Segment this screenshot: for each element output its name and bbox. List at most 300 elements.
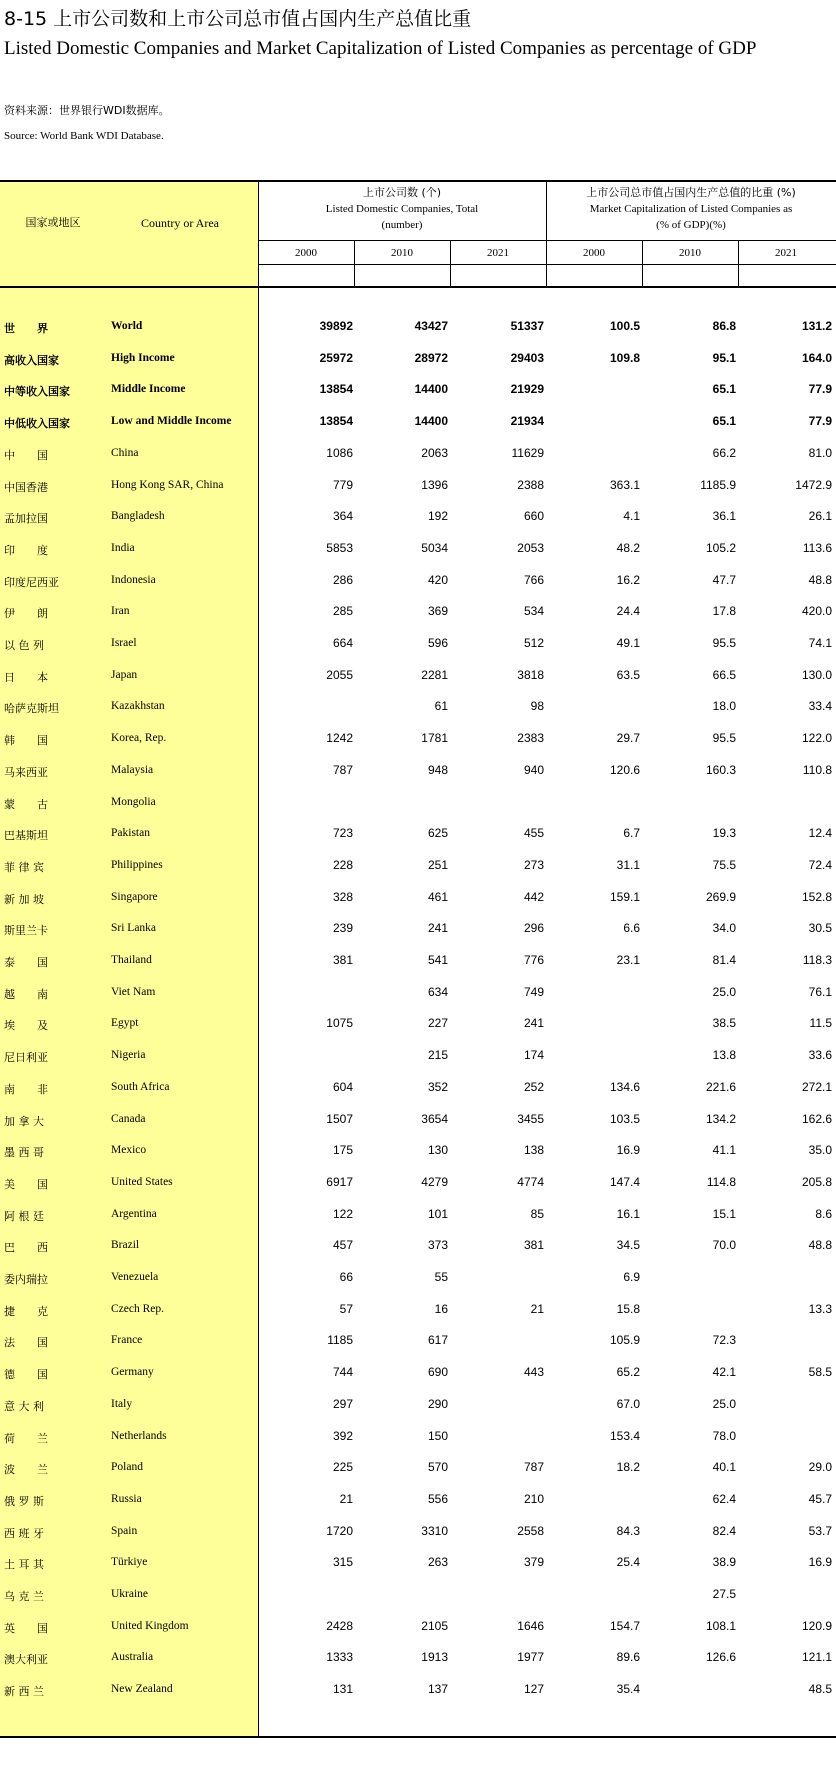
table-cell: 296 bbox=[523, 921, 544, 936]
year-top-rule bbox=[258, 240, 836, 241]
table-cell: 297 bbox=[332, 1396, 353, 1411]
table-cell: 420.0 bbox=[801, 604, 832, 619]
table-cell: 98 bbox=[530, 699, 544, 714]
table-cell: 1507 bbox=[326, 1111, 353, 1126]
table-row bbox=[0, 1199, 836, 1231]
table-row bbox=[0, 1008, 836, 1040]
table-cell: 5853 bbox=[326, 540, 353, 555]
country-name-en: Canada bbox=[111, 1112, 146, 1125]
country-name-cn: 韩 国 bbox=[4, 734, 48, 748]
country-name-en: Venezuela bbox=[111, 1271, 159, 1283]
table-cell: 15.8 bbox=[616, 1301, 640, 1316]
table-cell: 63.5 bbox=[616, 667, 640, 682]
table-cell: 634 bbox=[427, 984, 448, 999]
table-cell: 138 bbox=[523, 1143, 544, 1158]
table-cell: 67.0 bbox=[616, 1396, 640, 1411]
country-name-en: Germany bbox=[111, 1366, 154, 1379]
header-group1-unit: (number) bbox=[381, 219, 423, 231]
country-name-en: Japan bbox=[111, 668, 138, 681]
table-cell: 16 bbox=[434, 1301, 448, 1316]
country-name-cn: 墨 西 哥 bbox=[4, 1146, 44, 1160]
table-cell: 3310 bbox=[421, 1523, 448, 1538]
table-cell: 118.3 bbox=[802, 953, 832, 967]
table-cell: 328 bbox=[332, 889, 353, 904]
table-cell: 2105 bbox=[421, 1618, 448, 1633]
table-cell: 8.6 bbox=[815, 1206, 832, 1221]
country-name-cn: 尼日利亚 bbox=[4, 1051, 48, 1065]
table-cell: 1242 bbox=[326, 731, 353, 746]
table-row bbox=[0, 1230, 836, 1262]
table-cell: 13854 bbox=[319, 382, 353, 397]
table-cell: 130 bbox=[427, 1143, 448, 1158]
table-cell: 105.2 bbox=[705, 540, 736, 555]
table-cell: 776 bbox=[523, 953, 544, 967]
table-row bbox=[0, 628, 836, 660]
table-row bbox=[0, 1516, 836, 1548]
table-cell: 3455 bbox=[517, 1111, 544, 1126]
table-cell: 14400 bbox=[414, 414, 448, 429]
table-cell: 35.0 bbox=[808, 1143, 832, 1158]
country-name-cn: 巴基斯坦 bbox=[4, 829, 48, 843]
country-name-en: Australia bbox=[111, 1651, 154, 1664]
table-cell: 25.0 bbox=[712, 1396, 736, 1411]
country-name-en: Ukraine bbox=[111, 1588, 149, 1600]
table-cell: 55 bbox=[434, 1270, 448, 1284]
table-cell: 120.6 bbox=[609, 762, 640, 777]
group-divider bbox=[546, 180, 547, 286]
table-cell: 227 bbox=[427, 1016, 448, 1031]
table-row bbox=[0, 977, 836, 1009]
table-cell: 65.2 bbox=[616, 1365, 640, 1380]
table-cell: 33.4 bbox=[808, 699, 832, 714]
table-cell: 660 bbox=[523, 509, 544, 524]
country-name-en: Türkiye bbox=[111, 1556, 148, 1569]
table-row bbox=[0, 343, 836, 375]
header-group1-en: Listed Domestic Companies, Total bbox=[325, 203, 479, 215]
country-name-en: Singapore bbox=[111, 890, 158, 903]
table-cell: 103.5 bbox=[609, 1111, 640, 1126]
table-cell: 29.7 bbox=[616, 731, 640, 746]
country-name-cn: 哈萨克斯坦 bbox=[4, 702, 59, 716]
table-row bbox=[0, 1072, 836, 1104]
country-name-en: Czech Rep. bbox=[111, 1302, 165, 1315]
table-cell: 28972 bbox=[414, 350, 448, 365]
table-cell: 3818 bbox=[517, 667, 544, 682]
country-name-en: Brazil bbox=[111, 1239, 140, 1252]
country-name-cn: 马来西亚 bbox=[4, 765, 48, 779]
table-cell: 2428 bbox=[326, 1618, 353, 1633]
table-cell: 251 bbox=[427, 857, 448, 872]
country-name-en: Sri Lanka bbox=[111, 922, 157, 935]
source-note-cn: 资料来源：世界银行WDI数据库。 bbox=[4, 104, 170, 117]
country-name-en: Poland bbox=[111, 1461, 143, 1474]
country-name-cn: 土 耳 其 bbox=[4, 1558, 44, 1572]
table-row bbox=[0, 470, 836, 502]
table-cell: 241 bbox=[523, 1016, 544, 1031]
table-cell: 17.8 bbox=[712, 604, 736, 619]
table-cell: 16.9 bbox=[808, 1555, 832, 1570]
table-cell: 53.7 bbox=[808, 1523, 832, 1538]
table-cell: 363.1 bbox=[609, 477, 640, 492]
table-cell: 134.2 bbox=[705, 1111, 736, 1126]
table-cell: 455 bbox=[523, 826, 544, 841]
table-cell: 1472.9 bbox=[795, 477, 832, 492]
table-row bbox=[0, 945, 836, 977]
country-name-en: United Kingdom bbox=[111, 1619, 189, 1632]
country-name-en: Mongolia bbox=[111, 795, 156, 808]
table-cell: 105.9 bbox=[609, 1333, 640, 1348]
table-cell: 95.1 bbox=[712, 350, 736, 365]
table-cell: 15.1 bbox=[712, 1206, 736, 1221]
table-cell: 41.1 bbox=[712, 1143, 736, 1158]
country-name-en: Thailand bbox=[111, 954, 152, 966]
table-cell: 34.0 bbox=[712, 921, 736, 936]
country-name-cn: 高收入国家 bbox=[4, 353, 59, 367]
year-header: 2021 bbox=[487, 247, 509, 259]
country-name-en: France bbox=[111, 1334, 143, 1347]
table-row bbox=[0, 660, 836, 692]
table-cell: 33.6 bbox=[808, 1048, 832, 1063]
table-row bbox=[0, 1484, 836, 1516]
table-row bbox=[0, 1325, 836, 1357]
table-row bbox=[0, 1357, 836, 1389]
country-name-cn: 法 国 bbox=[4, 1336, 48, 1350]
table-cell: 66.2 bbox=[712, 445, 736, 460]
table-cell: 604 bbox=[332, 1079, 353, 1094]
table-cell: 38.9 bbox=[712, 1555, 736, 1570]
table-cell: 51337 bbox=[510, 319, 544, 333]
table-cell: 4279 bbox=[421, 1174, 448, 1189]
table-cell: 66.5 bbox=[712, 667, 736, 682]
table-cell: 369 bbox=[427, 604, 448, 619]
table-row bbox=[0, 1547, 836, 1579]
table-cell: 379 bbox=[523, 1555, 544, 1570]
table-cell: 21 bbox=[339, 1491, 353, 1506]
table-cell: 787 bbox=[332, 762, 353, 777]
table-cell: 48.8 bbox=[808, 572, 832, 587]
country-name-en: China bbox=[111, 446, 139, 459]
table-cell: 381 bbox=[332, 953, 353, 967]
table-cell: 16.2 bbox=[616, 572, 640, 587]
table-cell: 6.7 bbox=[623, 826, 640, 841]
table-cell: 21934 bbox=[510, 414, 544, 429]
country-name-en: Egypt bbox=[111, 1017, 139, 1030]
table-cell: 164.0 bbox=[801, 350, 832, 365]
table-cell: 461 bbox=[427, 889, 448, 904]
table-cell: 78.0 bbox=[712, 1428, 736, 1443]
table-cell: 596 bbox=[427, 636, 448, 650]
table-cell: 101 bbox=[427, 1206, 448, 1221]
country-name-cn: 加 拿 大 bbox=[4, 1114, 44, 1128]
table-cell: 26.1 bbox=[808, 509, 832, 524]
table-cell: 443 bbox=[523, 1365, 544, 1380]
table-cell: 364 bbox=[332, 509, 353, 524]
table-cell: 174 bbox=[523, 1048, 544, 1063]
table-row bbox=[0, 1135, 836, 1167]
country-name-cn: 俄 罗 斯 bbox=[4, 1494, 44, 1508]
header-country-cn: 国家或地区 bbox=[25, 216, 81, 229]
table-cell: 272.1 bbox=[801, 1079, 832, 1094]
header-group1-cn: 上市公司数 (个) bbox=[362, 186, 442, 199]
country-name-cn: 中等收入国家 bbox=[4, 385, 70, 399]
table-cell: 24.4 bbox=[616, 604, 640, 619]
table-cell: 77.9 bbox=[808, 414, 832, 429]
table-cell: 23.1 bbox=[616, 953, 640, 967]
table-cell: 1185 bbox=[327, 1333, 353, 1348]
table-cell: 162.6 bbox=[801, 1111, 832, 1126]
table-cell: 749 bbox=[523, 984, 544, 999]
table-cell: 122.0 bbox=[801, 731, 832, 746]
country-name-cn: 中国香港 bbox=[4, 480, 48, 494]
country-name-cn: 捷 克 bbox=[4, 1304, 48, 1318]
table-cell: 77.9 bbox=[808, 382, 832, 397]
table-row bbox=[0, 1040, 836, 1072]
header-group2-cn: 上市公司总市值占国内生产总值的比重 (%) bbox=[586, 186, 796, 199]
table-row bbox=[0, 1611, 836, 1643]
table-row bbox=[0, 787, 836, 819]
table-cell: 5034 bbox=[421, 540, 448, 555]
country-name-cn: 西 班 牙 bbox=[4, 1526, 44, 1540]
table-cell: 109.8 bbox=[609, 350, 640, 365]
table-row bbox=[0, 1642, 836, 1674]
table-title-en: Listed Domestic Companies and Market Capitalization of Listed Companies as percentage of GDP bbox=[4, 38, 757, 59]
country-name-en: Indonesia bbox=[111, 573, 156, 586]
country-name-cn: 新 西 兰 bbox=[4, 1685, 44, 1699]
country-name-cn: 乌 克 兰 bbox=[4, 1590, 44, 1603]
table-cell: 131 bbox=[332, 1682, 353, 1697]
country-name-en: Middle Income bbox=[111, 383, 186, 396]
country-name-en: Korea, Rep. bbox=[111, 732, 167, 745]
table-cell: 134.6 bbox=[609, 1079, 640, 1094]
header-group2-en: Market Capitalization of Listed Companies as bbox=[589, 203, 793, 215]
table-cell: 241 bbox=[427, 921, 448, 936]
table-row bbox=[0, 850, 836, 882]
table-cell: 45.7 bbox=[808, 1491, 832, 1506]
table-cell: 625 bbox=[427, 826, 448, 841]
table-cell: 381 bbox=[523, 1238, 544, 1253]
table-cell: 25.0 bbox=[712, 984, 736, 999]
table-cell: 556 bbox=[427, 1491, 448, 1506]
table-cell: 150 bbox=[427, 1428, 448, 1443]
table-row bbox=[0, 533, 836, 565]
table-cell: 1977 bbox=[517, 1650, 544, 1665]
country-name-en: Argentina bbox=[111, 1207, 157, 1220]
table-cell: 48.5 bbox=[808, 1682, 832, 1697]
country-name-cn: 新 加 坡 bbox=[4, 892, 44, 906]
country-name-cn: 荷 兰 bbox=[4, 1431, 48, 1445]
table-cell: 108.1 bbox=[705, 1618, 736, 1633]
country-name-cn: 波 兰 bbox=[4, 1463, 48, 1477]
table-cell: 210 bbox=[523, 1491, 544, 1506]
table-row bbox=[0, 818, 836, 850]
table-cell: 2388 bbox=[517, 477, 544, 492]
country-name-en: Pakistan bbox=[111, 827, 150, 840]
table-cell: 787 bbox=[523, 1460, 544, 1475]
table-cell: 13854 bbox=[319, 414, 353, 429]
table-cell: 40.1 bbox=[712, 1460, 736, 1475]
table-cell: 766 bbox=[523, 572, 544, 587]
table-row bbox=[0, 1104, 836, 1136]
table-cell: 126.6 bbox=[705, 1650, 736, 1665]
table-cell: 75.5 bbox=[712, 857, 736, 872]
country-name-en: High Income bbox=[111, 351, 175, 364]
table-cell: 14400 bbox=[414, 382, 448, 397]
table-cell: 664 bbox=[332, 636, 353, 650]
table-cell: 89.6 bbox=[616, 1650, 640, 1665]
table-cell: 34.5 bbox=[616, 1238, 640, 1253]
table-row bbox=[0, 596, 836, 628]
table-cell: 82.4 bbox=[712, 1523, 736, 1538]
country-name-en: Spain bbox=[111, 1524, 138, 1537]
table-cell: 152.8 bbox=[801, 889, 832, 904]
country-name-cn: 孟加拉国 bbox=[4, 512, 48, 526]
table-cell: 315 bbox=[332, 1555, 353, 1570]
table-cell: 42.1 bbox=[712, 1365, 736, 1380]
country-name-en: Italy bbox=[111, 1397, 133, 1410]
table-cell: 21 bbox=[530, 1301, 544, 1316]
table-cell: 66 bbox=[339, 1270, 353, 1284]
table-cell: 263 bbox=[427, 1555, 448, 1570]
table-cell: 48.2 bbox=[616, 540, 640, 555]
table-cell: 72.4 bbox=[808, 857, 832, 872]
country-name-en: Mexico bbox=[111, 1144, 147, 1157]
table-row bbox=[0, 691, 836, 723]
table-cell: 690 bbox=[427, 1365, 448, 1380]
year-header: 2000 bbox=[583, 247, 605, 259]
table-cell: 225 bbox=[332, 1460, 353, 1475]
table-cell: 420 bbox=[427, 572, 448, 587]
country-name-en: Russia bbox=[111, 1492, 142, 1505]
header-group2-unit: (% of GDP)(%) bbox=[656, 219, 726, 231]
table-cell: 121.1 bbox=[801, 1650, 832, 1665]
table-row bbox=[0, 1421, 836, 1453]
table-cell: 49.1 bbox=[616, 636, 640, 650]
table-row bbox=[0, 1452, 836, 1484]
year-header: 2010 bbox=[391, 247, 413, 259]
table-cell: 131.2 bbox=[801, 319, 832, 333]
table-cell: 154.7 bbox=[609, 1618, 640, 1633]
table-cell: 95.5 bbox=[712, 731, 736, 746]
table-cell: 4774 bbox=[517, 1174, 544, 1189]
table-cell: 175 bbox=[332, 1143, 353, 1158]
country-name-cn: 菲 律 宾 bbox=[4, 860, 44, 874]
country-name-cn: 埃 及 bbox=[4, 1019, 48, 1033]
country-name-cn: 以 色 列 bbox=[4, 639, 44, 652]
country-name-cn: 斯里兰卡 bbox=[4, 924, 48, 938]
table-row bbox=[0, 1674, 836, 1706]
table-cell: 29403 bbox=[510, 350, 544, 365]
table-cell: 239 bbox=[332, 921, 353, 936]
table-cell: 70.0 bbox=[712, 1238, 736, 1253]
table-cell: 153.4 bbox=[609, 1428, 640, 1443]
country-name-en: Philippines bbox=[111, 858, 163, 871]
table-cell: 570 bbox=[427, 1460, 448, 1475]
table-cell: 19.3 bbox=[712, 826, 736, 841]
table-cell: 6.6 bbox=[623, 921, 640, 936]
table-cell: 36.1 bbox=[712, 509, 736, 524]
table-cell: 147.4 bbox=[609, 1174, 640, 1189]
table-cell: 1075 bbox=[326, 1016, 353, 1031]
country-name-en: Malaysia bbox=[111, 763, 154, 776]
country-name-en: Iran bbox=[111, 605, 130, 618]
country-name-cn: 中 国 bbox=[4, 448, 48, 462]
table-cell: 269.9 bbox=[705, 889, 736, 904]
table-cell: 16.1 bbox=[616, 1206, 640, 1221]
country-name-cn: 阿 根 廷 bbox=[4, 1209, 44, 1223]
country-name-cn: 世 界 bbox=[4, 322, 48, 335]
table-bottom-rule bbox=[0, 1736, 836, 1738]
table-cell: 61 bbox=[434, 699, 448, 714]
table-cell: 81.4 bbox=[712, 953, 736, 967]
country-name-cn: 巴 西 bbox=[4, 1241, 48, 1255]
table-cell: 137 bbox=[427, 1682, 448, 1697]
table-row bbox=[0, 1579, 836, 1611]
table-cell: 11.5 bbox=[809, 1016, 832, 1031]
table-cell: 215 bbox=[427, 1048, 448, 1063]
table-cell: 442 bbox=[523, 889, 544, 904]
table-row bbox=[0, 1167, 836, 1199]
table-row bbox=[0, 1294, 836, 1326]
table-cell: 84.3 bbox=[616, 1523, 640, 1538]
table-cell: 1913 bbox=[421, 1650, 448, 1665]
table-cell: 114.8 bbox=[706, 1174, 736, 1189]
table-cell: 13.8 bbox=[712, 1048, 736, 1063]
country-name-cn: 美 国 bbox=[4, 1177, 48, 1191]
table-cell: 2558 bbox=[517, 1523, 544, 1538]
table-cell: 512 bbox=[523, 636, 544, 650]
table-cell: 127 bbox=[523, 1682, 544, 1697]
table-cell: 2383 bbox=[517, 731, 544, 746]
table-cell: 13.3 bbox=[808, 1301, 832, 1316]
table-cell: 25972 bbox=[319, 350, 353, 365]
table-cell: 85 bbox=[530, 1206, 544, 1221]
table-cell: 2053 bbox=[517, 540, 544, 555]
table-top-rule bbox=[0, 180, 836, 182]
table-row bbox=[0, 311, 836, 343]
table-cell: 62.4 bbox=[712, 1491, 736, 1506]
table-cell: 723 bbox=[332, 826, 353, 841]
table-cell: 457 bbox=[332, 1238, 353, 1253]
table-cell: 86.8 bbox=[712, 319, 736, 333]
table-cell: 38.5 bbox=[712, 1016, 736, 1031]
table-cell: 1781 bbox=[421, 731, 448, 746]
table-cell: 392 bbox=[332, 1428, 353, 1443]
table-cell: 18.0 bbox=[712, 699, 736, 714]
table-cell: 228 bbox=[332, 857, 353, 872]
table-cell: 27.5 bbox=[712, 1587, 736, 1601]
table-cell: 113.6 bbox=[802, 540, 832, 555]
table-cell: 744 bbox=[332, 1365, 353, 1380]
table-cell: 617 bbox=[427, 1333, 448, 1348]
table-cell: 192 bbox=[427, 509, 448, 524]
year-header: 2021 bbox=[775, 247, 797, 259]
table-cell: 25.4 bbox=[616, 1555, 640, 1570]
table-cell: 74.1 bbox=[808, 636, 832, 650]
table-cell: 352 bbox=[427, 1079, 448, 1094]
country-name-en: New Zealand bbox=[111, 1683, 173, 1696]
table-cell: 2281 bbox=[421, 667, 448, 682]
country-name-en: United States bbox=[111, 1175, 173, 1188]
year-header: 2010 bbox=[679, 247, 701, 259]
country-name-cn: 印 度 bbox=[4, 543, 48, 557]
country-name-cn: 越 南 bbox=[4, 987, 48, 1001]
table-cell: 16.9 bbox=[616, 1143, 640, 1158]
table-cell: 1396 bbox=[421, 477, 448, 492]
source-note-en: Source: World Bank WDI Database. bbox=[4, 130, 164, 142]
table-cell: 30.5 bbox=[808, 921, 832, 936]
table-cell: 21929 bbox=[510, 382, 544, 397]
country-name-en: Kazakhstan bbox=[111, 700, 165, 713]
